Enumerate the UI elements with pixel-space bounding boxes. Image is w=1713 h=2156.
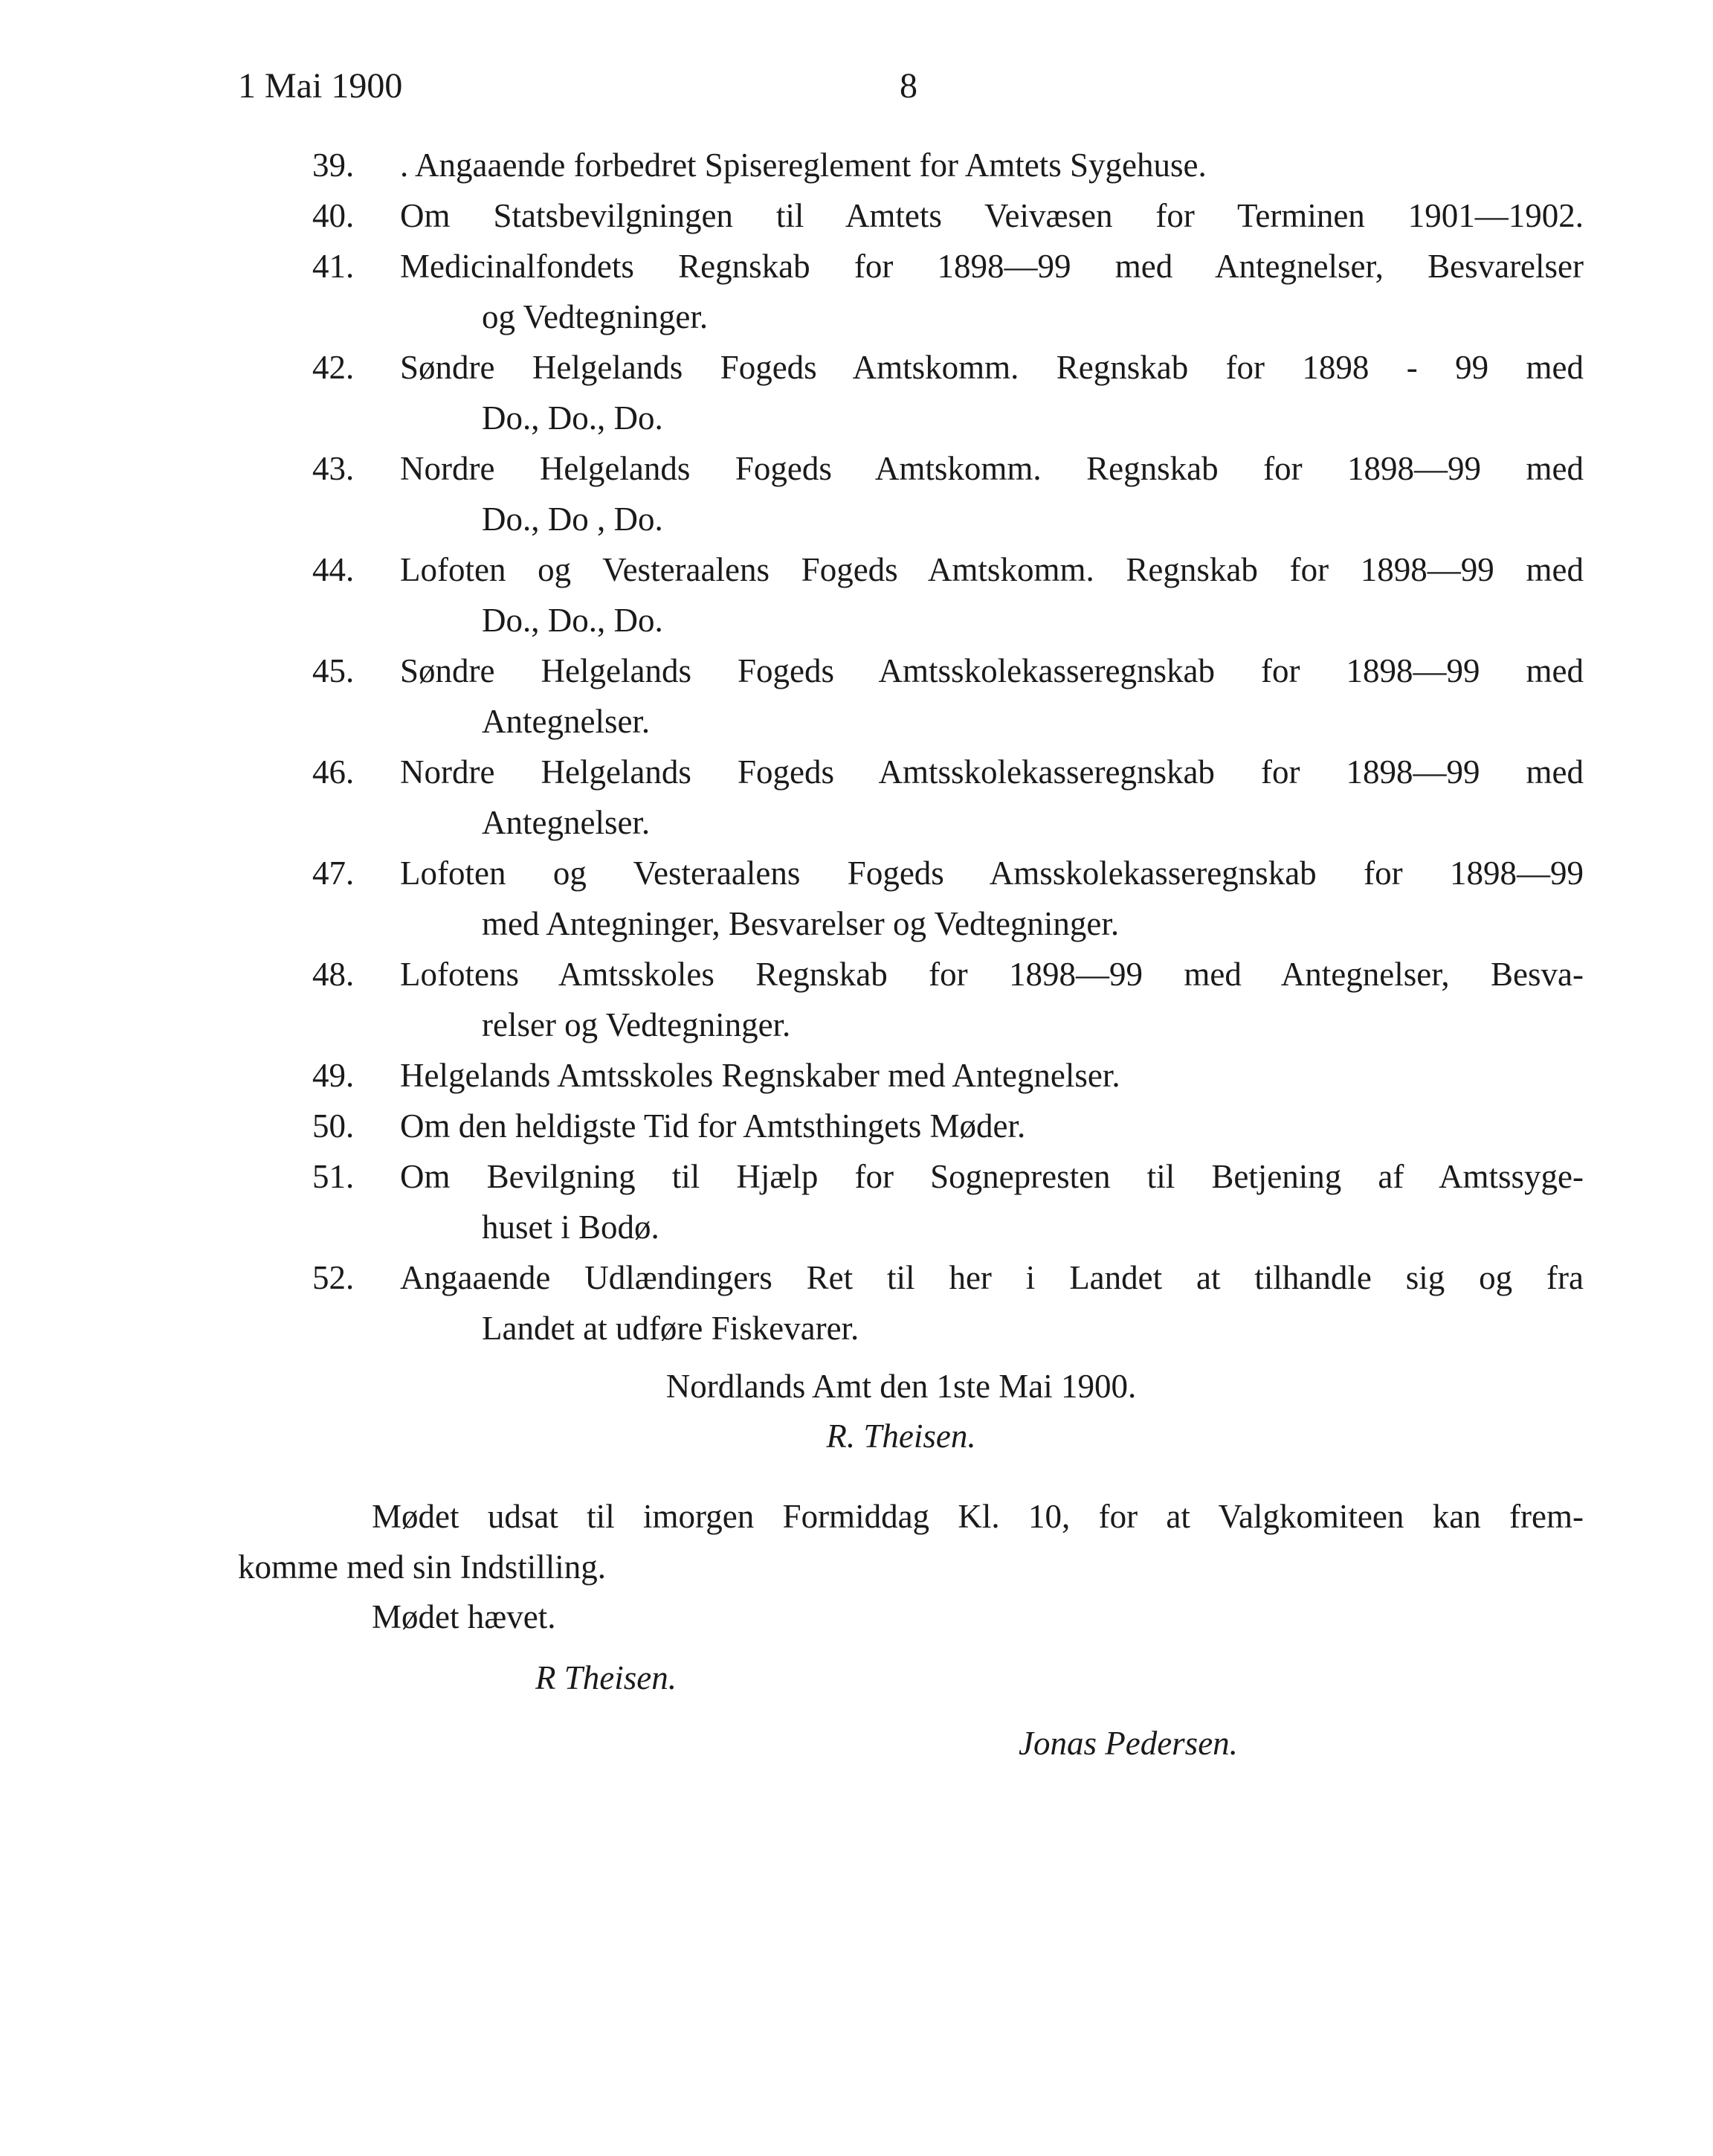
agenda-item (312, 747, 1584, 848)
item-text-continued: Do., Do., Do. (482, 399, 663, 437)
item-number: 51. (312, 1158, 355, 1195)
item-number: 40. (312, 197, 355, 234)
item-text: Lofotens Amtsskoles Regnskab for 1898—99 med Antegnelser, Besva- (400, 956, 1584, 993)
agenda-item (312, 342, 1584, 443)
item-number: 43. (312, 450, 355, 487)
agenda-item (312, 1101, 1584, 1151)
item-number: 39. (312, 147, 355, 184)
agenda-item (312, 1050, 1584, 1101)
agenda-item (312, 241, 1584, 342)
item-text-continued: Antegnelser. (482, 804, 651, 841)
place-date: Nordlands Amt den 1ste Mai 1900. (665, 1368, 1137, 1405)
item-text-continued: Antegnelser. (482, 703, 651, 740)
item-text-continued: og Vedtegninger. (482, 298, 709, 335)
item-text: Nordre Helgelands Fogeds Amtsskolekasseregnskab for 1898—99 med (400, 753, 1584, 791)
item-text: Angaaende Udlændingers Ret til her i Landet at tilhandle sig og fra (400, 1259, 1584, 1296)
agenda-item (312, 140, 1584, 190)
item-text-continued: huset i Bodø. (482, 1209, 659, 1246)
item-number: 42. (312, 349, 355, 386)
item-text: Søndre Helgelands Fogeds Amtsskolekasseregnskab for 1898—99 med (400, 652, 1584, 689)
item-text: Søndre Helgelands Fogeds Amtskomm. Regnskab for 1898 - 99 med (400, 349, 1584, 386)
item-number: 44. (312, 551, 355, 588)
item-text: Helgelands Amtsskoles Regnskaber med Antegnelser. (400, 1057, 1120, 1094)
agenda-item (312, 1252, 1584, 1354)
item-text: Medicinalfondets Regnskab for 1898—99 med Antegnelser, Besvarelser (400, 248, 1584, 285)
item-number: 49. (312, 1057, 355, 1094)
item-text: Lofoten og Vesteraalens Fogeds Amtskomm. Regnskab for 1898—99 med (400, 551, 1584, 588)
item-number: 47. (312, 855, 355, 892)
agenda-item (312, 646, 1584, 747)
item-text-continued: med Antegninger, Besvarelser og Vedtegninger. (482, 905, 1120, 942)
item-text-continued: relser og Vedtegninger. (482, 1006, 791, 1043)
item-number: 45. (312, 652, 355, 689)
page-number: 8 (900, 66, 917, 106)
item-text: Nordre Helgelands Fogeds Amtskomm. Regnskab for 1898—99 med (400, 450, 1584, 487)
item-text: Om Bevilgning til Hjælp for Sognepresten til Betjening af Amtssyge- (400, 1158, 1584, 1195)
item-text: Om den heldigste Tid for Amtsthingets Møder. (400, 1107, 1026, 1145)
agenda-item (312, 1151, 1584, 1252)
item-text-continued: Do., Do , Do. (482, 501, 663, 538)
item-number: 48. (312, 956, 355, 993)
paragraph-line-1: Mødet udsat til imorgen Formiddag Kl. 10, for at Valgkomiteen kan frem- (372, 1498, 1584, 1535)
agenda-item (312, 848, 1584, 949)
item-text-continued: Landet at udføre Fiskevarer. (482, 1310, 859, 1347)
item-text-continued: Do., Do., Do. (482, 602, 663, 639)
item-text: . Angaaende forbedret Spisereglement for Amtets Sygehuse. (400, 147, 1207, 184)
agenda-item (312, 544, 1584, 646)
item-number: 41. (312, 248, 355, 285)
signature-theisen-2: R Theisen. (535, 1659, 677, 1696)
item-text: Lofoten og Vesteraalens Fogeds Amsskolekasseregnskab for 1898—99 (400, 855, 1584, 892)
item-number: 52. (312, 1259, 355, 1296)
page-header (238, 65, 1487, 110)
signature-theisen-1: R. Theisen. (826, 1418, 976, 1455)
agenda-item (312, 949, 1584, 1050)
header-date: 1 Mai 1900 (238, 66, 403, 106)
agenda-item (312, 190, 1584, 241)
paragraph-line-2: komme med sin Indstilling. (238, 1548, 606, 1586)
agenda-item (312, 443, 1584, 544)
item-text: Om Statsbevilgningen til Amtets Veivæsen for Terminen 1901—1902. (400, 197, 1584, 234)
meeting-closed-line: Mødet hævet. (372, 1598, 556, 1635)
signature-pedersen: Jonas Pedersen. (1019, 1725, 1238, 1762)
agenda-list (312, 140, 1584, 1354)
item-number: 50. (312, 1107, 355, 1145)
meeting-adjourned-paragraph (238, 1491, 1584, 1592)
item-number: 46. (312, 753, 355, 791)
